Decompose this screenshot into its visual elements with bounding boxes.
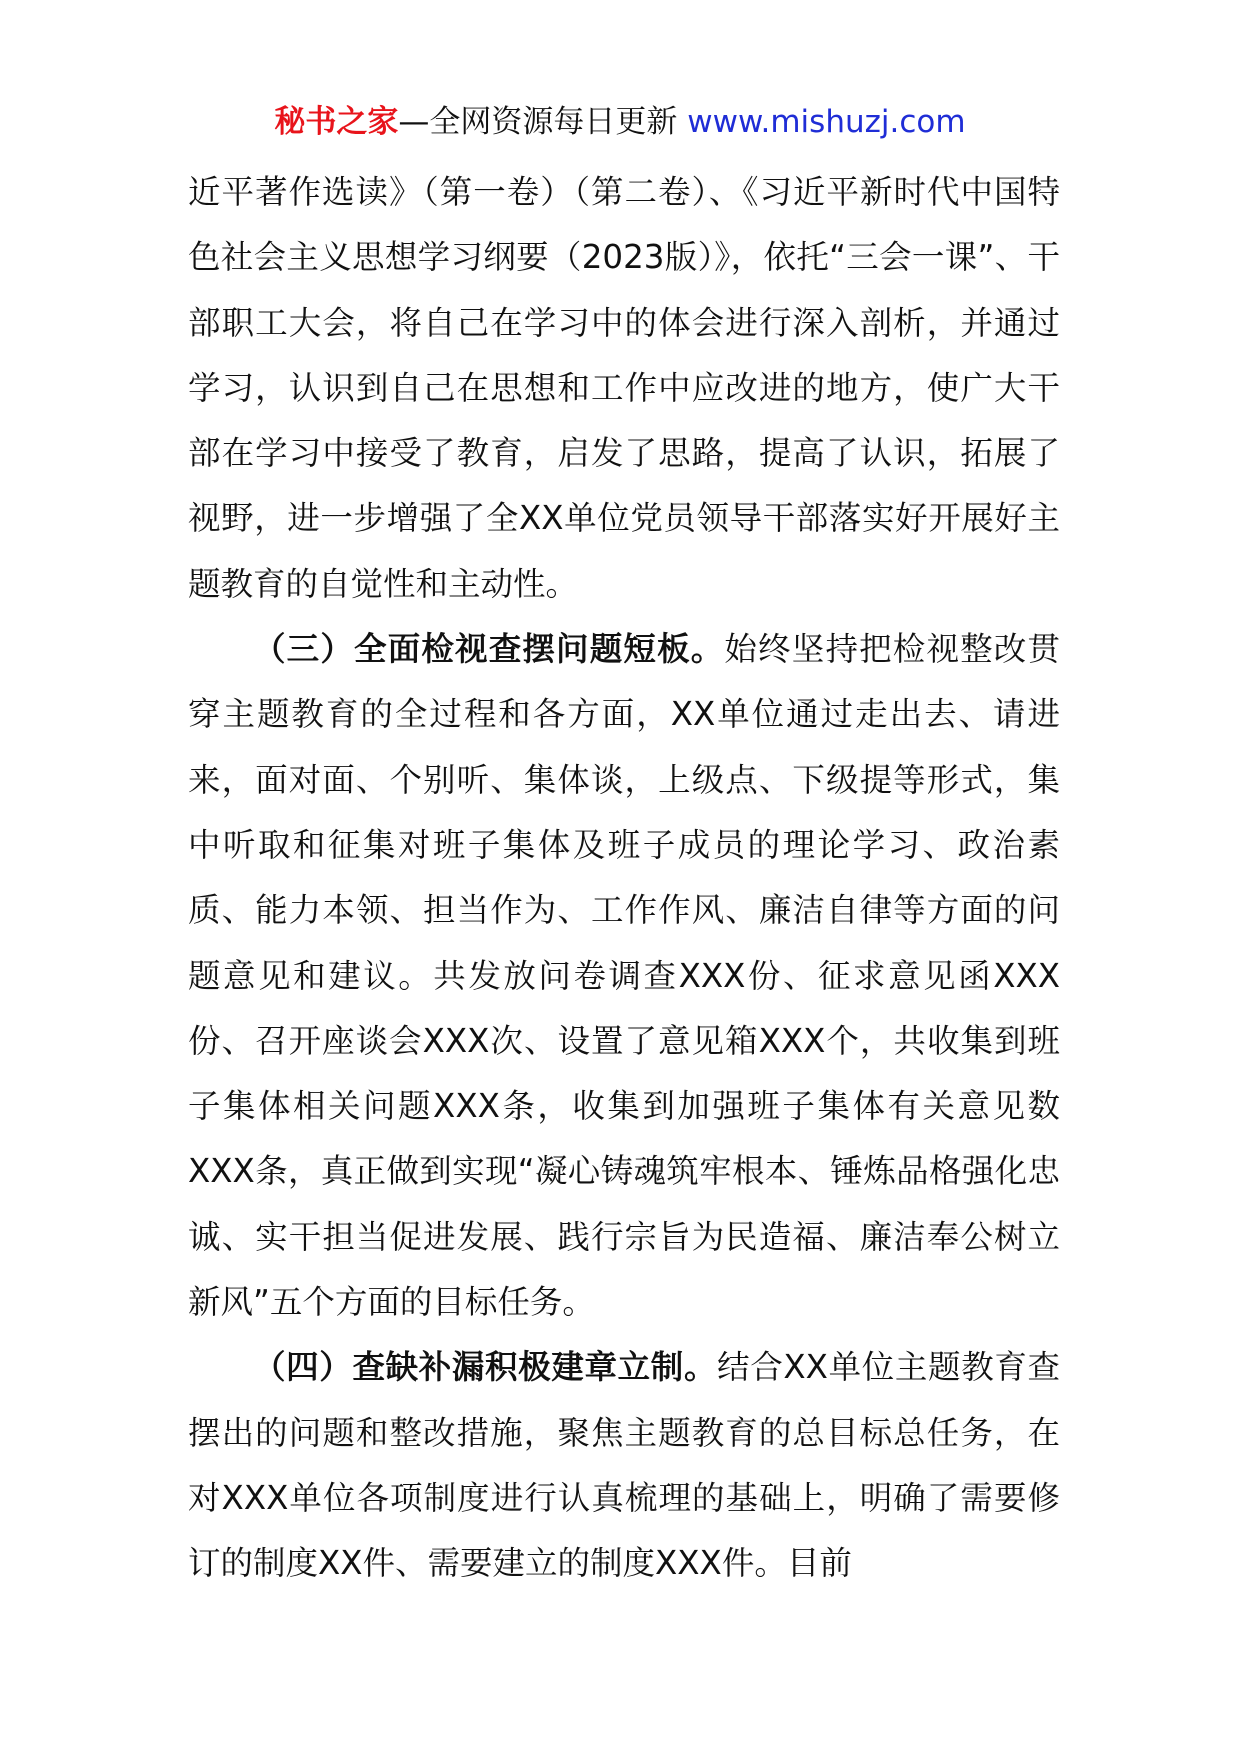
paragraph-text: 结合XX单位主题教育查摆出的问题和整改措施，聚焦主题教育的总目标总任务，在对XXX单位各项制度进行认真梳理的基础上，明确了需要修订的制度XX件、需要建立的制度XXX件。目前 [188,1348,1060,1583]
site-url-link[interactable]: www.mishuzj.com [687,104,966,140]
site-header [0,100,1240,144]
site-slogan: —全网资源每日更新 [398,104,678,140]
section-heading: （四）查缺补漏积极建章立制。 [253,1348,718,1387]
document-body [188,160,1060,1597]
paragraph-section-4 [188,1335,1060,1596]
brand-name: 秘书之家 [274,104,399,140]
paragraph-continued [188,160,1060,617]
paragraph-text: 始终坚持把检视整改贯穿主题教育的全过程和各方面，XX单位通过走出去、请进来，面对面、个别听、集体谈，上级点、下级提等形式，集中听取和征集对班子集体及班子成员的理论学习、政治素质、能力本领、担当作为、工作作风、廉洁自律等方面的问题意见和建议。共发放问卷调查XXX份、征求意见函XXX份、召开座谈会XXX次、设置了意见箱XXX个，共收集到班子集体相关问题XXX条，收集到加强班子集体有关意见数XXX条，真正做到实现“凝心铸魂筑牢根本、锤炼品格强化忠诚、实干担当促进发展、践行宗旨为民造福、廉洁奉公树立新风”五个方面的目标任务。 [188,630,1060,1322]
section-heading: （三）全面检视查摆问题短板。 [253,630,725,669]
paragraph-text: 近平著作选读》（第一卷）（第二卷）、《习近平新时代中国特色社会主义思想学习纲要（2023版）》，依托“三会一课”、干部职工大会，将自己在学习中的体会进行深入剖析，并通过学习，认识到自己在思想和工作中应改进的地方，使广大干部在学习中接受了教育，启发了思路，提高了认识，拓展了视野，进一步增强了全XX单位党员领导干部落实好开展好主题教育的自觉性和主动性。 [188,173,1060,603]
paragraph-section-3 [188,617,1060,1335]
